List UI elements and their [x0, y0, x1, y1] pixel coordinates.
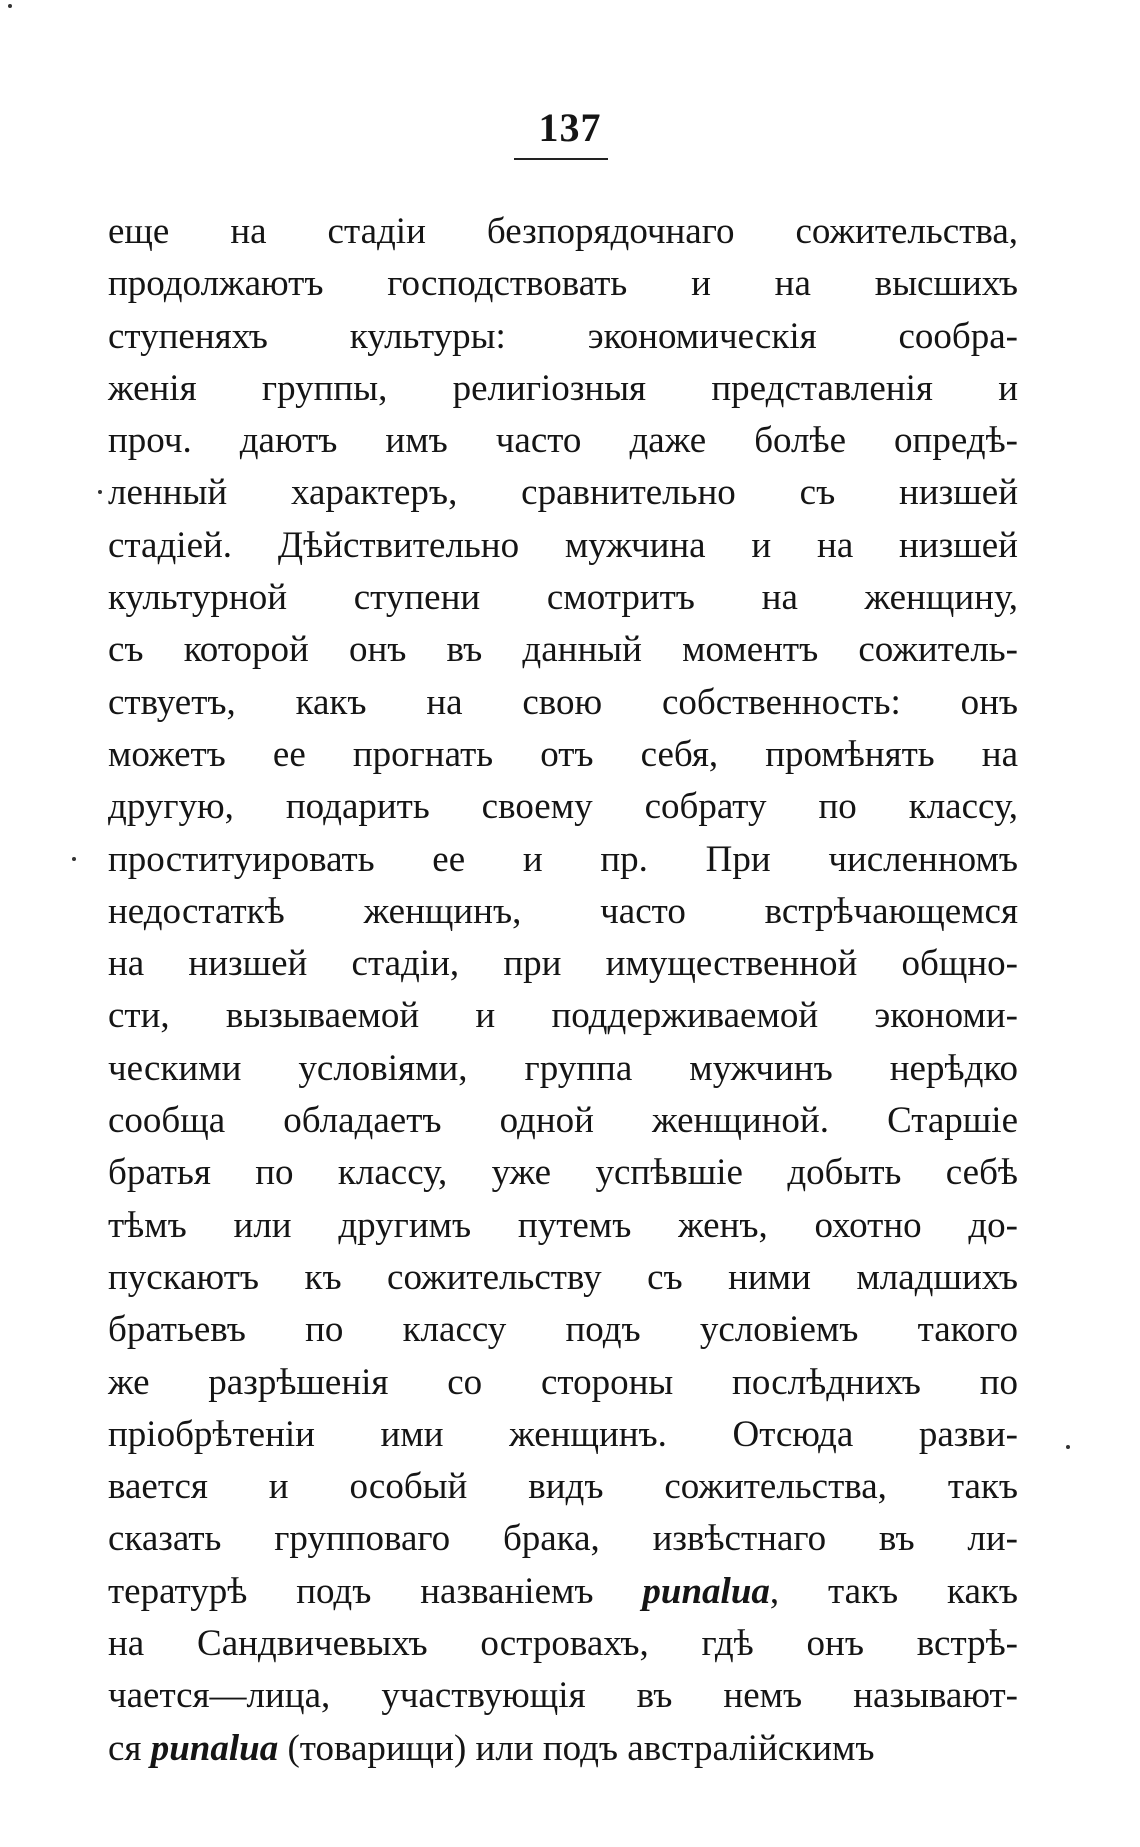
text-segment: сти, вызываемой и поддерживаемой экономи-	[108, 995, 1018, 1037]
text-line	[108, 520, 1018, 572]
text-line	[108, 1409, 1018, 1461]
text-line	[108, 1566, 1018, 1618]
text-segment: проч. даютъ имъ часто даже болѣе опредѣ-	[108, 420, 1018, 462]
text-line	[108, 467, 1018, 519]
text-segment: братья по классу, уже успѣвшiе добыть себѣ	[108, 1152, 1018, 1194]
text-segment: культурной ступени смотритъ на женщину,	[108, 577, 1018, 619]
text-segment: сообща обладаетъ одной женщиной. Старшiе	[108, 1100, 1018, 1142]
text-line	[108, 1043, 1018, 1095]
text-line	[108, 1147, 1018, 1199]
text-segment: недостаткѣ женщинъ, часто встрѣчающемся	[108, 890, 1018, 932]
text-line	[108, 311, 1018, 363]
text-segment: чается—лица, участвующiя въ немъ называют-	[108, 1675, 1018, 1717]
text-line	[108, 1095, 1018, 1147]
text-line	[108, 258, 1018, 310]
scan-speck	[72, 857, 76, 861]
header-rule	[514, 158, 608, 160]
text-line	[108, 206, 1018, 258]
text-segment: (товарищи) или подъ австралiйскимъ	[278, 1727, 875, 1769]
text-segment: ступеняхъ культуры: экономическiя сообра-	[108, 315, 1018, 357]
text-segment: на Сандвичевыхъ островахъ, гдѣ онъ встрѣ-	[108, 1623, 1018, 1665]
text-segment: вается и особый видъ сожительства, такъ	[108, 1466, 1018, 1508]
text-segment: на низшей стадiи, при имущественной общно-	[108, 943, 1018, 985]
text-segment: , такъ какъ	[769, 1570, 1018, 1612]
text-segment: тературѣ подъ названiемъ	[108, 1570, 643, 1612]
text-line	[108, 886, 1018, 938]
text-line	[108, 1723, 1018, 1775]
scan-speck	[8, 4, 12, 8]
text-line	[108, 1461, 1018, 1513]
text-segment: тѣмъ или другимъ путемъ женъ, охотно до-	[108, 1204, 1018, 1246]
text-line	[108, 1670, 1018, 1722]
text-segment: стадiей. Дѣйствительно мужчина и на низшей	[108, 524, 1018, 566]
text-line	[108, 415, 1018, 467]
text-segment: проституировать ее и пр. При численномъ	[108, 838, 1018, 880]
text-segment: пускаютъ къ сожительству съ ними младшихъ	[108, 1256, 1018, 1298]
body-text	[108, 206, 1018, 1775]
text-segment: женiя группы, религiозныя представленiя и	[108, 367, 1018, 409]
text-segment: можетъ ее прогнать отъ себя, промѣнять на	[108, 733, 1018, 775]
text-line	[108, 1618, 1018, 1670]
text-segment: продолжаютъ господствовать и на высшихъ	[108, 263, 1018, 305]
text-segment: же разрѣшенiя со стороны послѣднихъ по	[108, 1361, 1018, 1403]
text-line	[108, 1513, 1018, 1565]
scan-speck	[98, 490, 102, 494]
scan-speck	[1066, 1445, 1070, 1449]
text-line	[108, 624, 1018, 676]
text-line	[108, 990, 1018, 1042]
text-segment: сказать групповаго брака, извѣстнаго въ ли-	[108, 1518, 1018, 1560]
text-segment: ствуетъ, какъ на свою собственность: онъ	[108, 681, 1018, 723]
text-line	[108, 1304, 1018, 1356]
text-segment: ческими условiями, группа мужчинъ нерѣдко	[108, 1047, 1018, 1089]
text-line	[108, 1200, 1018, 1252]
text-line	[108, 677, 1018, 729]
text-line	[108, 1252, 1018, 1304]
text-line	[108, 938, 1018, 990]
text-segment: ленный характеръ, сравнительно съ низшей	[108, 472, 1018, 514]
text-line	[108, 363, 1018, 415]
page-number: 137	[538, 105, 602, 150]
italic-term: punalua	[150, 1727, 279, 1769]
text-segment: братьевъ по классу подъ условiемъ такого	[108, 1309, 1018, 1351]
text-line	[108, 729, 1018, 781]
text-segment: еще на стадiи безпорядочнаго сожительства,	[108, 211, 1018, 252]
text-segment: прiобрѣтенiи ими женщинъ. Отсюда разви-	[108, 1413, 1018, 1455]
text-line	[108, 572, 1018, 624]
text-line	[108, 834, 1018, 886]
text-segment: съ которой онъ въ данный моментъ сожитель-	[108, 629, 1018, 671]
italic-term: punalua	[642, 1570, 770, 1612]
text-line	[108, 781, 1018, 833]
text-line	[108, 1357, 1018, 1409]
text-segment: другую, подарить своему собрату по классу,	[108, 786, 1018, 828]
text-segment: ся	[108, 1727, 151, 1769]
